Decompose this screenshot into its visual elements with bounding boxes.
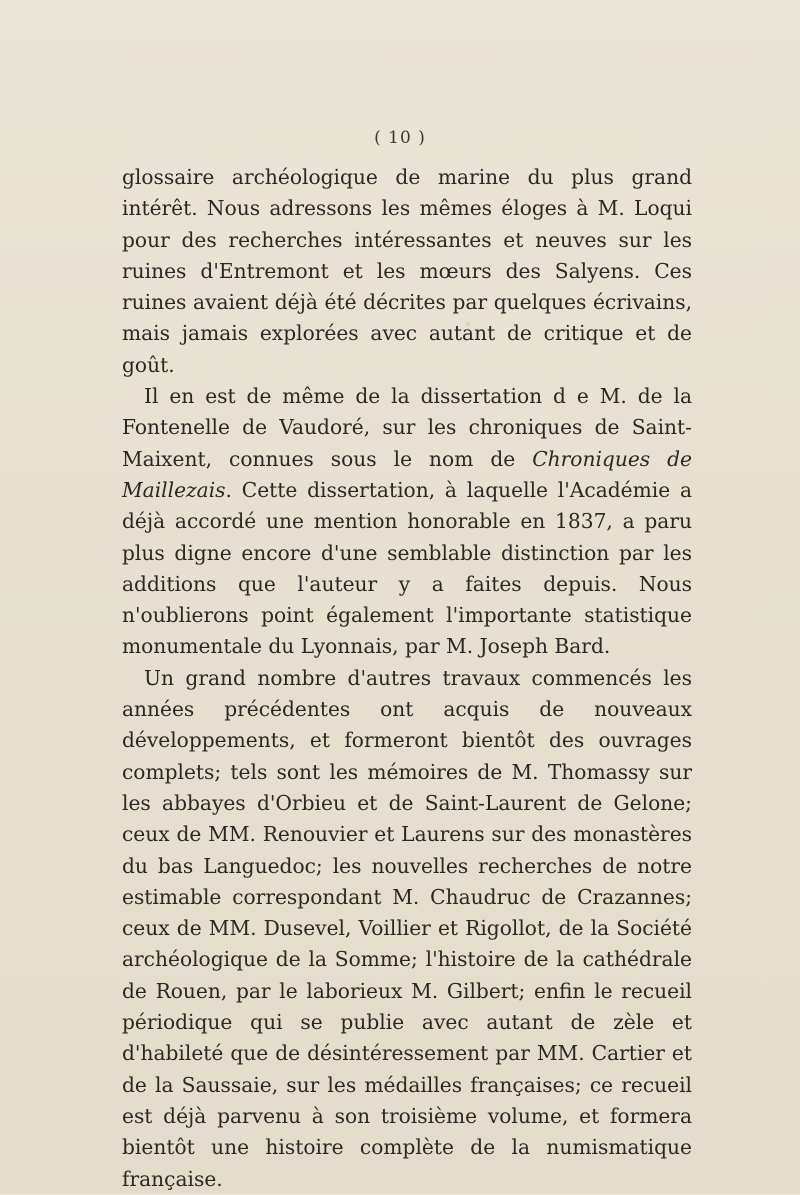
italic-title: Chroniques de Maillezais bbox=[122, 446, 693, 502]
paragraph-2 bbox=[122, 381, 692, 663]
paragraph-3: Un grand nombre d'autres travaux commencés les années précédentes ont acquis de nouveaux développements, et formeront bientôt des ouvrages complets; tels sont les mémoires de M. Thomassy sur les abbayes d'Orbieu et de Saint-Laurent de Gelone; ceux de MM. Renouvier et Laurens sur des monastères du bas Languedoc; les nouvelles recherches de notre estimable correspondant M. Chaudruc de Crazannes; ceux de MM. Dusevel, Voillier et Rigollot, de la Société archéologique de la Somme; l'histoire de la cathédrale de Rouen, par le laborieux M. Gilbert; enfin le recueil périodique qui se publie avec autant de zèle et d'habileté que de désintéressement par MM. Cartier et de la Saussaie, sur les médailles françaises; ce recueil est déjà parvenu à son troisième volume, et formera bientôt une histoire complète de la numismatique française. bbox=[122, 665, 692, 1191]
paragraph-2-start: Il en est de même de la dissertation d e M. de la Fontenelle de Vaudoré, sur les chroniques de Saint-Maixent, connues sous le nom de bbox=[122, 384, 692, 471]
paragraph-2-end: . Cette dissertation, à laquelle l'Académie a déjà accordé une mention honorable en 1837, a paru plus digne encore d'une semblable distinction par les additions que l'auteur y a faites depuis. Nous n'oublierons point également l'importante statistique monumentale du Lyonnais, par M. Joseph Bard. bbox=[122, 477, 692, 659]
page-number: ( 10 ) bbox=[374, 128, 426, 148]
body-text bbox=[122, 162, 692, 1195]
paragraph-1: glossaire archéologique de marine du plus grand intérêt. Nous adressons les mêmes éloges à M. Loqui pour des recherches intéressantes et neuves sur les ruines d'Entremont et les mœurs des Salyens. Ces ruines avaient déjà été décrites par quelques écrivains, mais jamais explorées avec autant de critique et de goût. bbox=[122, 165, 692, 377]
